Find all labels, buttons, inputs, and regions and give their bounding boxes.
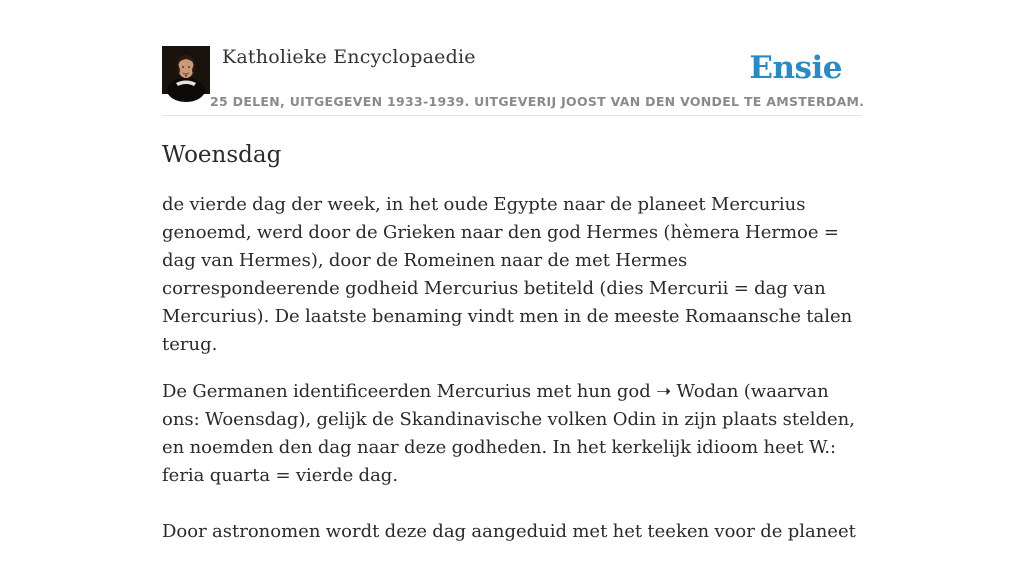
- site-subtitle: 25 DELEN, UITGEGEVEN 1933-1939. UITGEVERIJ JOOST VAN DEN VONDEL TE AMSTERDAM.: [210, 94, 865, 109]
- article-paragraph-1: de vierde dag der week, in het oude Egypte naar de planeet Mercurius genoemd, werd door de Grieken naar den god Hermes (hèmera Hermoe = dag van Hermes), door de Romeinen naar de met Hermes correspondeerende godheid Mercurius betiteld (dies Mercurii = dag van Mercurius). De laatste benaming vindt men in de meeste Romaansche talen terug.: [162, 194, 853, 355]
- paragraph-2-text-start: De Germanen identificeerden Mercurius met hun god: [162, 381, 657, 402]
- portrait-avatar-icon[interactable]: [162, 46, 210, 94]
- article-title: Woensdag: [162, 142, 282, 168]
- site-title[interactable]: Katholieke Encyclopaedie: [222, 46, 476, 68]
- ensie-logo-link[interactable]: Ensie: [749, 50, 842, 86]
- paragraph-2-text-end: (waarvan ons: Woensdag), gelijk de Skandinavische volken Odin in zijn plaats stelden, en noemden den dag naar deze godheden. In het kerkelijk idioom heet W.: feria quarta = vierde dag.: [162, 381, 855, 486]
- article-paragraph-2: [162, 378, 867, 490]
- wodan-cross-reference-link[interactable]: ➝ Wodan: [656, 381, 739, 402]
- article-paragraph-3: Door astronomen wordt deze dag aangeduid met het teeken voor de planeet: [162, 521, 856, 542]
- site-header: [162, 40, 865, 116]
- article: [162, 138, 867, 565]
